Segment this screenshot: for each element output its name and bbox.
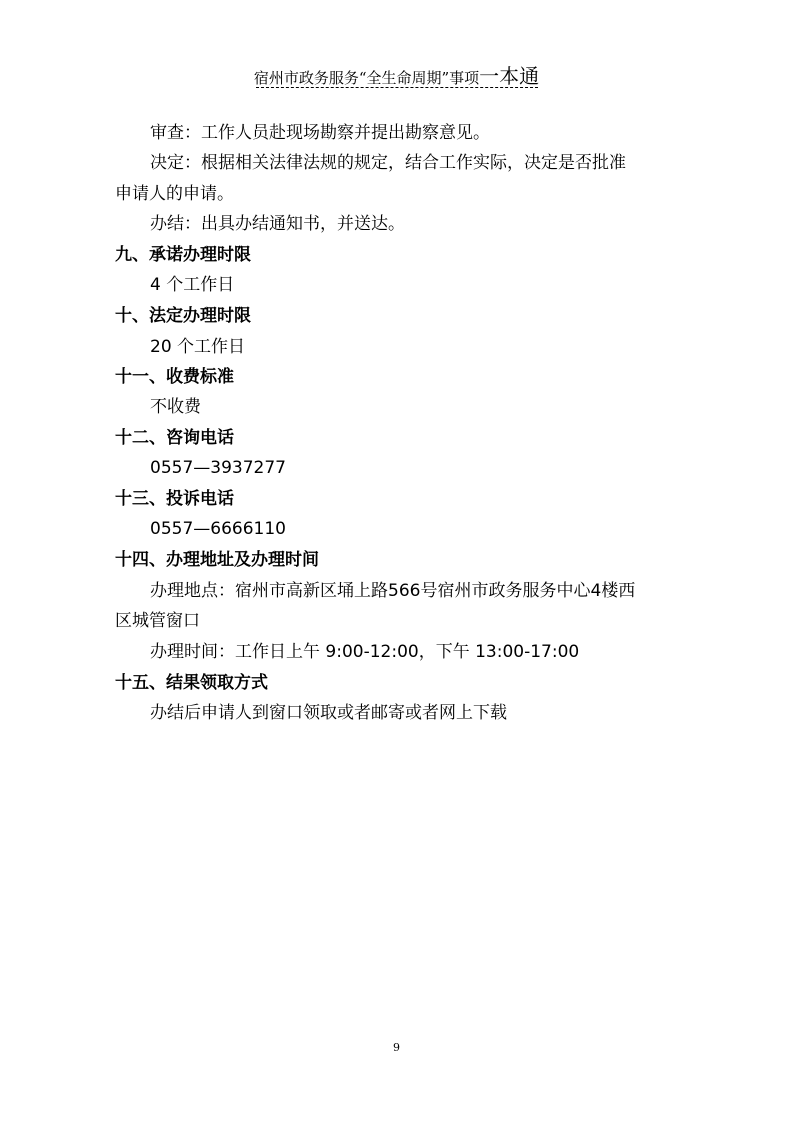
section-14-heading: 十四、办理地址及办理时间 — [115, 550, 319, 570]
office-address-line2: 区城管窗口 — [115, 611, 200, 631]
section-10-value: 20 个工作日 — [150, 337, 246, 357]
section-11-heading: 十一、收费标准 — [115, 367, 234, 387]
office-hours: 办理时间：工作日上午 9:00-12:00，下午 13:00-17:00 — [150, 642, 580, 662]
section-9-value: 4 个工作日 — [150, 275, 235, 295]
section-15-value: 办结后申请人到窗口领取或者邮寄或者网上下载 — [150, 703, 507, 723]
office-address-line1: 办理地点：宿州市高新区埇上路566号宿州市政务服务中心4楼西 — [150, 581, 636, 601]
section-11-value: 不收费 — [150, 397, 201, 417]
consult-phone: 0557—3937277 — [150, 458, 286, 478]
conclude-paragraph: 办结：出具办结通知书，并送达。 — [150, 214, 405, 234]
header-title-main: 宿州市政务服务“全生命周期”事项 — [253, 69, 480, 87]
section-10-heading: 十、法定办理时限 — [115, 306, 251, 326]
section-13-heading: 十三、投诉电话 — [115, 489, 234, 509]
decision-paragraph-line1: 决定：根据相关法律法规的规定，结合工作实际，决定是否批准 — [150, 153, 626, 173]
review-paragraph: 审查：工作人员赴现场勘察并提出勘察意见。 — [150, 123, 490, 143]
section-12-heading: 十二、咨询电话 — [115, 428, 234, 448]
section-15-heading: 十五、结果领取方式 — [115, 673, 268, 693]
section-9-heading: 九、承诺办理时限 — [115, 245, 251, 265]
page-number: 9 — [393, 1041, 400, 1054]
complaint-phone: 0557—6666110 — [150, 519, 286, 539]
running-header — [0, 60, 793, 89]
header-title-tail: 一本通 — [479, 64, 540, 88]
decision-paragraph-line2: 申请人的申请。 — [115, 184, 234, 204]
header-dashed-rule — [256, 87, 538, 88]
